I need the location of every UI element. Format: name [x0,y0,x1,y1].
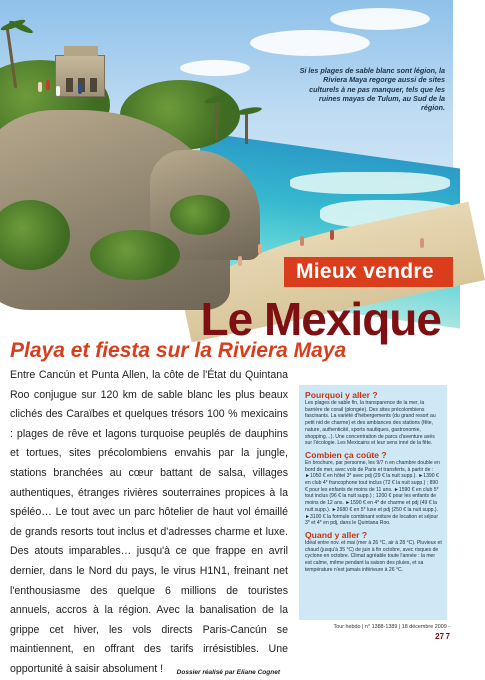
cloud [330,8,430,30]
person [46,80,50,90]
person [38,82,42,92]
info-box [299,385,447,620]
person [238,256,242,266]
surf [290,172,450,194]
hero-photo [0,0,453,288]
section-rubric: Mieux vendre [284,257,453,287]
price-text: En brochure, par personne, les 9/7 n en chambre double en bord de mer, avec vols de Paris et transferts, à partir de : ►1050 € en hôtel 3* avec pdj (29 € la nuit supp.). ►1390 € en club 4* francophone tout inclus (72 € la nuit supp.) ; 890 € pour les enfants de moins de 11 ans. ►1590 € en club 5* tout inclus (96 € la nuit supp.) ; 1200 € pour les enfants de moins de 12 ans. ►1590 € en 4* de charme et pdj (49 € la nuit supp.). ►2680 € en 5* luxe et pdj (250 € la nuit supp.). ►3100 € la formule combinant voiture de location et séjour 3* et 4* en pdj, dans le Quintana Roo. [305,459,440,527]
page-title: Le Mexique [200,293,441,345]
cloud [250,30,370,56]
page-number: 27 [435,632,445,641]
page-subtitle: Playa et fiesta sur la Riviera Maya [10,339,347,362]
footer-issue: Tour hebdo | n° 1388-1389 | 18 décembre 2009 - [333,624,450,630]
person [300,236,304,246]
article-body [10,366,288,680]
person [420,238,424,248]
price-heading: Combien ça coûte ? [305,449,387,460]
cloud [180,60,250,76]
why-go-text: Les plages de sable fin, la transparence de la mer, la barrière de corail (plongée). Des sites précolombiens fascinants. La variété d'hébergements (du grand resort au petit nid de charme) et des ambiances des stations (fête, nature, authenticité, sports nautiques, gastronomie, shopping…). Une concentration de parcs d'aventure axés sur l'écologie. Les Mexicains et leur sens inné de la fête. [305,400,436,447]
person [56,86,60,96]
vegetation [90,230,180,280]
person [258,244,262,254]
vegetation [170,195,230,235]
page-footer [330,623,450,643]
photo-caption: Si les plages de sable blanc sont légion, la Riviera Maya regorge aussi de sites culturels à ne pas manquer, tels que les ruines mayas de Tulum, au Sud de la région. [299,66,445,113]
article-text: Entre Cancún et Punta Allen, la côte de l'État du Quintana Roo conjugue sur 120 km de sable blanc les plus beaux clichés des Caraïbes et quelques trésors 100 % mexicains : plages de rêve et lagons turquoise peuplés de dauphins et tortues, sites précolombiens envahis par la jungle, stations branchées au cœur battant de salsa, villages authentiques, étranges rivières souterraines propices à la spéléo… Le tout avec un parc hôtelier de haut vol émaillé de grands resorts tout inclus et d'adresses charme et luxe. Des atouts imparables… jusqu'à ce que frappe en avril dernier, dans le Nord du pays, le virus H1N1, freinant net l'enthousiasme des quelque 6 millions de touristes annuels, accros à la région. Avec la banalisation de la grippe cet hiver, les vols directs Paris-Cancún se maintiennent, en offrant des tarifs irrésistibles. Une opportunité à saisir absolument ! [10,369,288,675]
why-go-heading: Pourquoi y aller ? [305,390,378,400]
person [78,84,82,94]
person [330,230,334,240]
palm-tree [215,100,218,140]
when-go-heading: Quand y aller ? [305,529,368,540]
page-number-secondary: 7 [445,632,450,641]
author-credit: Dossier réalisé par Eliane Cognet [176,668,280,676]
palm-tree [245,112,248,144]
when-go-text: Idéal entre nov. et mai (mer à 26 °C, air à 28 °C). Pluvieux et chaud (jusqu'à 35 °C) de juin à fin octobre, avec risques de cyclone en octobre. Climat agréable toute l'année : la mer est calme, même pendant la saison des pluies, et sa température n'est jamais inférieure à 26 °C. [305,539,442,573]
